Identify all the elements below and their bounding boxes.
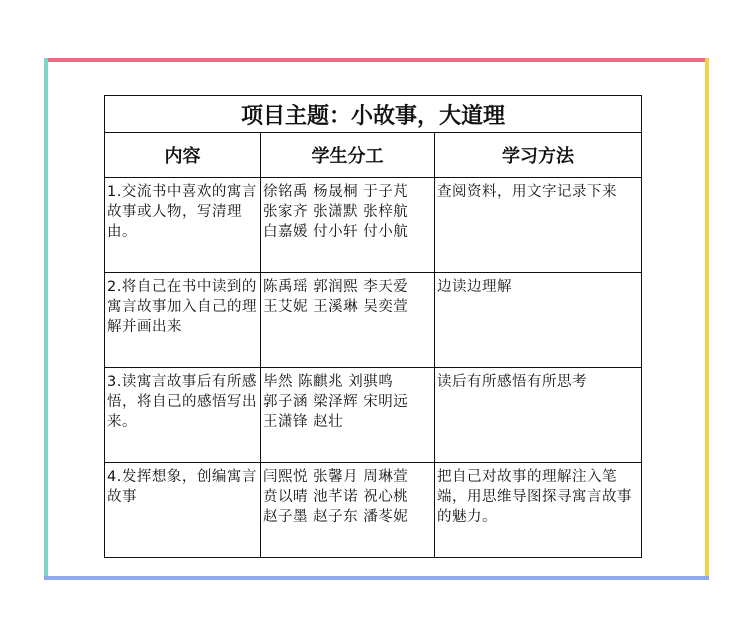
- student-line: 郭子涵 梁泽辉 宋明远: [263, 394, 409, 410]
- content-cell: [105, 273, 261, 368]
- method-cell: [435, 463, 642, 558]
- student-line: 徐铭禹 杨晟桐 于子芃: [263, 184, 409, 200]
- student-line: 王艾妮 王溪琳 吴奕萱: [263, 299, 409, 315]
- method-text: 把自己对故事的理解注入笔端，用思维导图探寻寓言故事的魅力。: [437, 469, 632, 525]
- student-line: 贲以晴 池芊诺 祝心桃: [263, 489, 409, 505]
- student-line: 闫熙悦 张馨月 周琳萱: [263, 469, 409, 485]
- student-line: 王潇锋 赵壮: [263, 414, 344, 430]
- method-cell: [435, 368, 642, 463]
- content-cell: [105, 178, 261, 273]
- header-content: 内容: [105, 133, 261, 178]
- project-table: [104, 95, 642, 558]
- frame-left-edge: [44, 58, 48, 580]
- student-line: 张家齐 张潇默 张梓航: [263, 204, 409, 220]
- table-row: [105, 368, 642, 463]
- method-cell: [435, 273, 642, 368]
- method-text: 边读边理解: [437, 279, 512, 295]
- content-cell: [105, 463, 261, 558]
- table-row: [105, 463, 642, 558]
- frame-right-edge: [705, 58, 709, 580]
- header-method: 学习方法: [435, 133, 642, 178]
- table-title: 项目主题：小故事，大道理: [105, 96, 642, 133]
- students-cell: [261, 273, 435, 368]
- student-line: 赵子墨 赵子东 潘苳妮: [263, 509, 409, 525]
- students-cell: [261, 178, 435, 273]
- content-cell: [105, 368, 261, 463]
- content-text: 4.发挥想象，创编寓言故事: [107, 469, 257, 505]
- students-cell: [261, 463, 435, 558]
- content-text: 3.读寓言故事后有所感悟，将自己的感悟写出来。: [107, 374, 257, 430]
- header-students: 学生分工: [261, 133, 435, 178]
- table-row: [105, 178, 642, 273]
- method-cell: [435, 178, 642, 273]
- content-text: 2.将自己在书中读到的寓言故事加入自己的理解并画出来: [107, 279, 257, 335]
- frame-top-edge: [45, 58, 709, 62]
- table-row: [105, 273, 642, 368]
- frame-bottom-edge: [44, 576, 709, 580]
- method-text: 读后有所感悟有所思考: [437, 374, 587, 390]
- students-cell: [261, 368, 435, 463]
- student-line: 陈禹瑶 郭润熙 李天爱: [263, 279, 409, 295]
- method-text: 查阅资料，用文字记录下来: [437, 184, 617, 200]
- student-line: 白嘉媛 付小轩 付小航: [263, 224, 409, 240]
- content-text: 1.交流书中喜欢的寓言故事或人物，写清理由。: [107, 184, 257, 240]
- student-line: 毕然 陈麒兆 刘骐鸣: [263, 374, 394, 390]
